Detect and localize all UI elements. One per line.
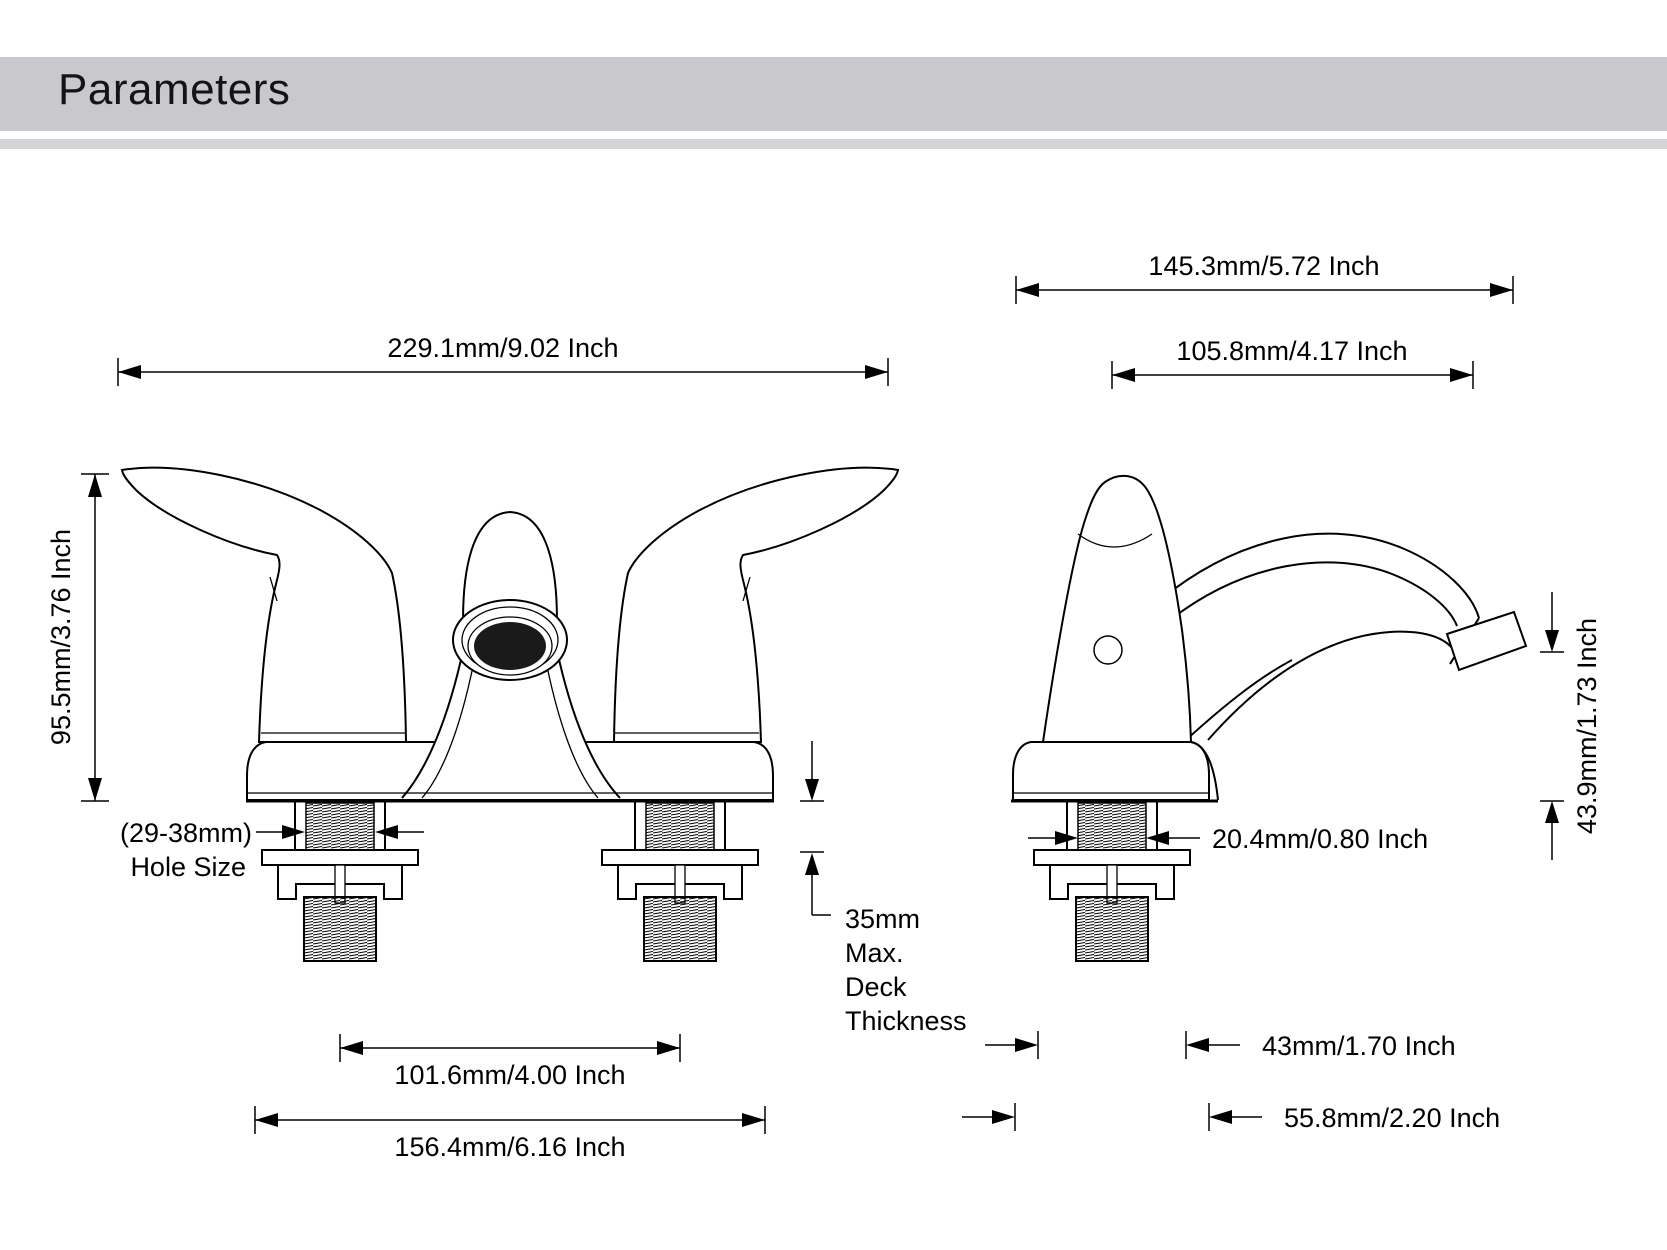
handle-spacing-dimension bbox=[340, 1034, 680, 1090]
spout-height-label: 43.9mm/1.73 Inch bbox=[1572, 617, 1602, 835]
side-overall-depth-dimension bbox=[1016, 251, 1513, 304]
front-overall-height-label: 95.5mm/3.76 Inch bbox=[46, 528, 76, 746]
front-left-handle bbox=[122, 468, 406, 742]
base-depth-dimension bbox=[962, 1103, 1500, 1133]
spout-reach-label: 105.8mm/4.17 Inch bbox=[1176, 336, 1408, 366]
side-view-drawing bbox=[1011, 476, 1526, 961]
front-left-shank bbox=[262, 802, 418, 961]
body-depth-label: 43mm/1.70 Inch bbox=[1262, 1031, 1456, 1061]
deck-thickness-line4: Thickness bbox=[845, 1006, 967, 1036]
spout-height-dimension bbox=[1540, 592, 1602, 860]
hole-size-range-label: (29-38mm) bbox=[119, 818, 252, 848]
base-width-label: 156.4mm/6.16 Inch bbox=[394, 1132, 626, 1162]
side-base bbox=[1013, 742, 1209, 800]
page-title: Parameters bbox=[58, 65, 291, 114]
front-right-handle bbox=[614, 468, 898, 742]
front-overall-width-dimension bbox=[118, 333, 888, 386]
base-width-dimension bbox=[255, 1106, 765, 1162]
side-overall-depth-label: 145.3mm/5.72 Inch bbox=[1148, 251, 1380, 281]
front-overall-height-dimension bbox=[46, 474, 109, 801]
shank-diameter-label: 20.4mm/0.80 Inch bbox=[1212, 824, 1429, 854]
deck-thickness-line3: Deck bbox=[845, 972, 907, 1002]
side-spout-outlet bbox=[1447, 612, 1526, 670]
side-shank bbox=[1034, 802, 1190, 961]
deck-thickness-line1: 35mm bbox=[845, 904, 921, 934]
deck-thickness-callout bbox=[800, 741, 967, 1036]
front-right-shank bbox=[602, 802, 758, 961]
deck-thickness-line2: Max. bbox=[845, 938, 904, 968]
front-view-drawing bbox=[119, 468, 898, 961]
handle-spacing-label: 101.6mm/4.00 Inch bbox=[394, 1060, 626, 1090]
spout-reach-dimension bbox=[1112, 336, 1473, 389]
body-depth-dimension bbox=[985, 1031, 1456, 1061]
base-depth-label: 55.8mm/2.20 Inch bbox=[1284, 1103, 1501, 1133]
hole-size-label: Hole Size bbox=[130, 852, 246, 882]
handle-button bbox=[1094, 636, 1122, 664]
aerator bbox=[474, 622, 546, 670]
side-handle bbox=[1043, 476, 1191, 742]
front-overall-width-label: 229.1mm/9.02 Inch bbox=[387, 333, 619, 363]
